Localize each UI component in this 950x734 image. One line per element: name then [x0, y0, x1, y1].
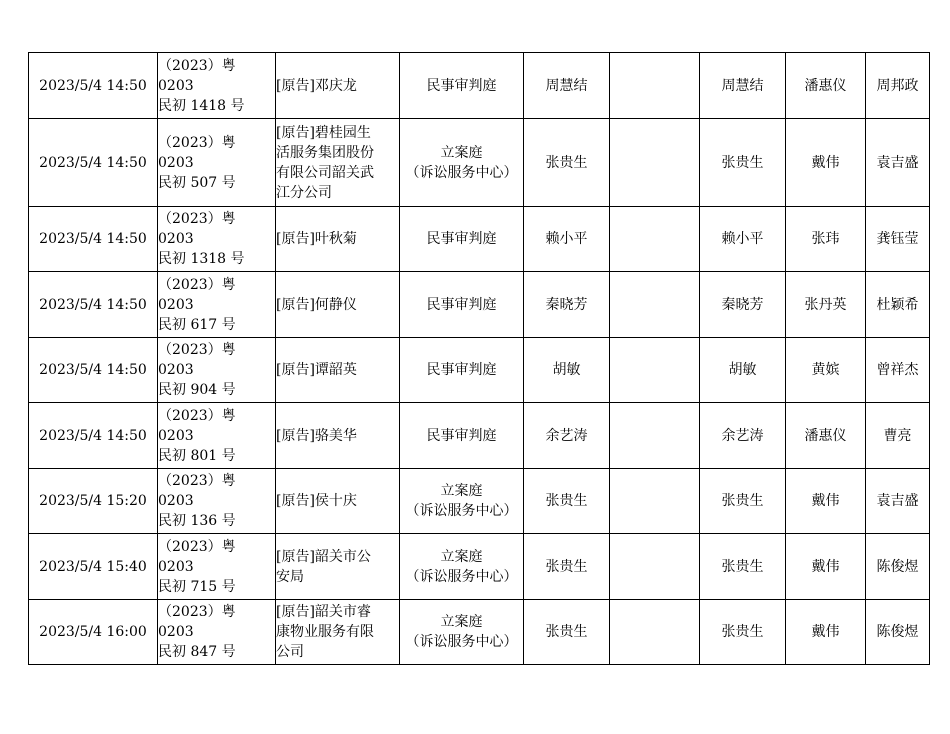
presiding-judge-cell: 胡敏 — [700, 338, 786, 403]
court-room-cell-line: 民事审判庭 — [426, 362, 497, 378]
court-room-cell — [400, 272, 524, 338]
court-room-cell-line: （诉讼服务中心） — [405, 503, 518, 519]
judge-cell: 张贵生 — [524, 600, 610, 665]
party-cell — [276, 53, 400, 119]
party-cell — [276, 119, 400, 207]
party-cell-line: 康物业服务有限 — [276, 624, 374, 640]
blank-cell — [610, 119, 700, 207]
court-room-cell-line: 立案庭 — [440, 483, 483, 499]
case-number-cell — [158, 272, 276, 338]
case-number-cell — [158, 534, 276, 600]
assistant-cell: 袁吉盛 — [866, 469, 930, 534]
court-room-cell-line: 民事审判庭 — [426, 427, 497, 444]
table-row — [29, 207, 930, 272]
case-number-cell-line: 民初 617 号 — [158, 316, 236, 333]
case-number-cell-line: 民初 715 号 — [158, 578, 236, 595]
case-number-cell — [158, 469, 276, 534]
case-number-cell — [158, 600, 276, 665]
case-number-cell — [158, 119, 276, 207]
presiding-judge-cell: 余艺涛 — [700, 403, 786, 469]
assistant-cell: 曾祥杰 — [866, 338, 930, 403]
party-cell — [276, 600, 400, 665]
presiding-judge-cell: 秦晓芳 — [700, 272, 786, 338]
table-row — [29, 469, 930, 534]
hearing-datetime-cell: 2023/5/4 16:00 — [29, 600, 158, 665]
hearing-datetime-cell: 2023/5/4 14:50 — [29, 338, 158, 403]
assistant-cell: 杜颖希 — [866, 272, 930, 338]
court-room-cell — [400, 119, 524, 207]
hearing-datetime-cell: 2023/5/4 14:50 — [29, 119, 158, 207]
presiding-judge-cell: 张贵生 — [700, 469, 786, 534]
table-row — [29, 403, 930, 469]
presiding-judge-cell: 张贵生 — [700, 600, 786, 665]
court-room-cell — [400, 207, 524, 272]
hearing-datetime-cell: 2023/5/4 14:50 — [29, 53, 158, 119]
case-number-cell-line: （2023）粤 0203 — [158, 407, 236, 444]
judge-cell: 张贵生 — [524, 534, 610, 600]
party-cell-line: 有限公司韶关武 — [276, 164, 374, 181]
party-cell-line: 活服务集团股份 — [276, 144, 374, 161]
case-number-cell-line: 民初 1318 号 — [158, 251, 245, 267]
hearing-datetime-cell: 2023/5/4 14:50 — [29, 403, 158, 469]
assistant-cell: 龚钰莹 — [866, 207, 930, 272]
presiding-judge-cell: 张贵生 — [700, 119, 786, 207]
table-row — [29, 600, 930, 665]
assistant-cell: 陈俊煜 — [866, 600, 930, 665]
party-cell — [276, 338, 400, 403]
table-row — [29, 119, 930, 207]
case-number-cell-line: （2023）粤 0203 — [158, 604, 236, 640]
table-row — [29, 53, 930, 119]
case-number-cell-line: 民初 507 号 — [158, 174, 236, 191]
hearing-schedule-table — [28, 52, 930, 665]
party-cell-line: 公司 — [276, 644, 304, 660]
case-number-cell-line: （2023）粤 0203 — [158, 342, 236, 378]
blank-cell — [610, 272, 700, 338]
judge-cell: 胡敏 — [524, 338, 610, 403]
party-cell-line: 江分公司 — [276, 184, 332, 201]
judge-cell: 余艺涛 — [524, 403, 610, 469]
table-row — [29, 272, 930, 338]
party-cell — [276, 207, 400, 272]
case-number-cell-line: （2023）粤 0203 — [158, 538, 236, 575]
party-cell-line: [原告]碧桂园生 — [276, 124, 371, 141]
party-cell-line: [原告]韶关市公 — [276, 548, 371, 565]
presiding-judge-cell: 张贵生 — [700, 534, 786, 600]
party-cell-line: [原告]侯十庆 — [276, 493, 357, 509]
hearing-datetime-cell: 2023/5/4 14:50 — [29, 272, 158, 338]
party-cell-line: [原告]韶关市睿 — [276, 604, 371, 620]
party-cell-line: [原告]叶秋菊 — [276, 231, 357, 247]
case-number-cell-line: （2023）粤 0203 — [158, 276, 236, 313]
court-room-cell-line: 民事审判庭 — [426, 231, 497, 247]
case-number-cell-line: 民初 847 号 — [158, 644, 236, 660]
clerk-cell: 戴伟 — [786, 600, 866, 665]
court-room-cell-line: （诉讼服务中心） — [405, 164, 518, 181]
clerk-cell: 潘惠仪 — [786, 53, 866, 119]
judge-cell: 赖小平 — [524, 207, 610, 272]
party-cell-line: [原告]何静仪 — [276, 296, 357, 313]
assistant-cell: 袁吉盛 — [866, 119, 930, 207]
blank-cell — [610, 600, 700, 665]
court-room-cell — [400, 534, 524, 600]
party-cell — [276, 469, 400, 534]
court-room-cell — [400, 600, 524, 665]
blank-cell — [610, 207, 700, 272]
court-room-cell-line: 民事审判庭 — [426, 296, 497, 313]
hearing-datetime-cell: 2023/5/4 15:40 — [29, 534, 158, 600]
case-number-cell-line: （2023）粤 0203 — [158, 57, 236, 94]
presiding-judge-cell: 赖小平 — [700, 207, 786, 272]
court-room-cell-line: （诉讼服务中心） — [405, 568, 518, 585]
blank-cell — [610, 53, 700, 119]
blank-cell — [610, 534, 700, 600]
clerk-cell: 黄嫔 — [786, 338, 866, 403]
case-number-cell — [158, 403, 276, 469]
party-cell-line: [原告]谭韶英 — [276, 362, 357, 378]
clerk-cell: 戴伟 — [786, 469, 866, 534]
party-cell — [276, 272, 400, 338]
court-room-cell-line: 民事审判庭 — [426, 77, 497, 94]
court-room-cell — [400, 53, 524, 119]
court-room-cell-line: 立案庭 — [440, 144, 483, 161]
court-room-cell-line: 立案庭 — [440, 614, 483, 630]
case-number-cell-line: （2023）粤 0203 — [158, 211, 236, 247]
blank-cell — [610, 403, 700, 469]
case-number-cell-line: （2023）粤 0203 — [158, 134, 236, 171]
clerk-cell: 戴伟 — [786, 534, 866, 600]
assistant-cell: 曹亮 — [866, 403, 930, 469]
judge-cell: 张贵生 — [524, 119, 610, 207]
court-room-cell-line: 立案庭 — [440, 548, 483, 565]
case-number-cell — [158, 53, 276, 119]
clerk-cell: 戴伟 — [786, 119, 866, 207]
blank-cell — [610, 469, 700, 534]
clerk-cell: 张丹英 — [786, 272, 866, 338]
party-cell — [276, 403, 400, 469]
court-room-cell-line: （诉讼服务中心） — [405, 634, 518, 650]
case-number-cell-line: 民初 1418 号 — [158, 97, 245, 114]
judge-cell: 张贵生 — [524, 469, 610, 534]
table-row — [29, 534, 930, 600]
case-number-cell-line: （2023）粤 0203 — [158, 473, 236, 509]
hearing-datetime-cell: 2023/5/4 14:50 — [29, 207, 158, 272]
clerk-cell: 张玮 — [786, 207, 866, 272]
case-number-cell-line: 民初 801 号 — [158, 447, 236, 464]
presiding-judge-cell: 周慧结 — [700, 53, 786, 119]
case-number-cell-line: 民初 904 号 — [158, 382, 236, 398]
court-room-cell — [400, 469, 524, 534]
table-body — [29, 53, 930, 665]
party-cell-line: 安局 — [276, 568, 304, 585]
assistant-cell: 陈俊煜 — [866, 534, 930, 600]
clerk-cell: 潘惠仪 — [786, 403, 866, 469]
blank-cell — [610, 338, 700, 403]
party-cell-line: [原告]邓庆龙 — [276, 77, 357, 94]
case-number-cell-line: 民初 136 号 — [158, 513, 236, 529]
judge-cell: 周慧结 — [524, 53, 610, 119]
table-row — [29, 338, 930, 403]
judge-cell: 秦晓芳 — [524, 272, 610, 338]
party-cell-line: [原告]骆美华 — [276, 427, 357, 444]
case-number-cell — [158, 338, 276, 403]
party-cell — [276, 534, 400, 600]
case-number-cell — [158, 207, 276, 272]
court-room-cell — [400, 403, 524, 469]
court-room-cell — [400, 338, 524, 403]
hearing-datetime-cell: 2023/5/4 15:20 — [29, 469, 158, 534]
assistant-cell: 周邦政 — [866, 53, 930, 119]
